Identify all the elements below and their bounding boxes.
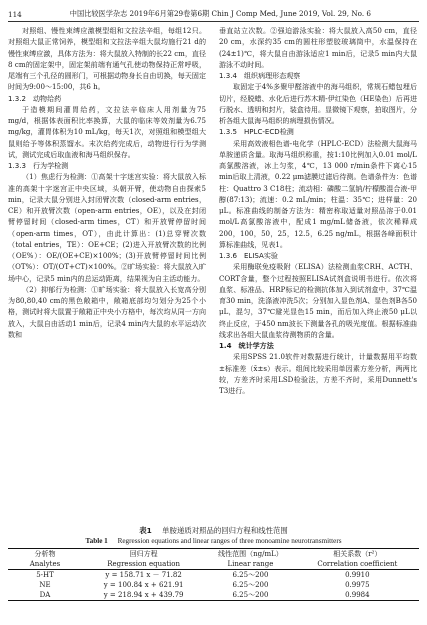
header-analyte-en: Analytes — [8, 559, 82, 570]
cell-coefficient: 0.9910 — [345, 571, 370, 579]
header-equation-en: Regression equation — [82, 559, 205, 570]
table-1 — [8, 526, 419, 601]
paragraph: 采用SPSS 21.0软件对数据进行统计，计量数据用平均数±标准差（x̄±s）表示。组间比较采用单因素方差分析，两两比较，方差齐时采用LSD检验法，方差不齐时，采用Dunnett's T3进行。 — [219, 352, 417, 395]
paragraph: 于造模期间灌胃给药，文拉法辛临床人用剂量为75 mg/d，根据体表面积比率换算，大鼠的临床等效剂量为6.75 mg/kg，灌胃体积为10 mL/kg，每天1次，对照组和模型组大鼠则给予等体积蒸馏水。末次给药完成后，动物进行行为学测试，测试完成后取血液和海马组织保存。 — [8, 104, 206, 159]
cell-coefficient: 0.9984 — [296, 590, 419, 601]
section-heading: 1.3.4 组织病理形态观察 — [219, 71, 301, 80]
header-analyte-cn: 分析物 — [8, 549, 82, 560]
paragraph: （1）焦虑行为检测：①高架十字迷宫实验：将大鼠放入标准的高架十字迷宫正中央区域，头朝开臂，使动物自由探索5 min，记录大鼠分别进入封闭臂次数（closed-arm entries，CE）和开放臂次数（open-arm entries，OE），以及在封闭臂停留时间（closed-arm times，CT）和开放臂停留时间（open-arm times，OT），由此计算出：(1)总穿臂次数（total entries，TE）：OE+CE；(2)进入开放臂次数的比例（OE%）：OE/(OE+CE)×100%；(3)开放臂停留时间比例（OT%）：OT/(OT+CT)×100%。②旷场实验：将大鼠放入旷场中心，记录5 min内的总运动距离，结果视为自主活动能力。 — [8, 172, 206, 283]
header-coefficient-cn: 相关系数（r²） — [296, 549, 419, 560]
cell-analyte: NE — [39, 581, 51, 589]
table-caption-cn — [8, 526, 419, 536]
table-row — [8, 590, 419, 601]
cell-range: 6.25～200 — [232, 571, 269, 579]
header-coefficient-en: Correlation coefficient — [296, 559, 419, 570]
header-range-en: Linear range — [205, 559, 295, 570]
section-heading: 1.3.2 动物给药 — [8, 93, 62, 103]
section-heading: 1.3.3 行为学检测 — [8, 161, 69, 170]
table-number-cn: 表1 — [139, 526, 152, 535]
table-caption-en — [8, 536, 419, 546]
table-header-row-en — [8, 559, 419, 570]
journal-title: 中国比较医学杂志 2019年6月第29卷第6期 Chin J Comp Med, June 2019, Vol. 29, No. 6 — [69, 9, 371, 18]
paragraph: 垂直站立次数。②强迫游泳实验：将大鼠放入高50 cm，直径20 cm，水深约35 cm的圆柱形塑胶玻璃筒中，水温保持在(24±1)℃，将大鼠自由游泳适应1 min后，记录5 min内大鼠游泳不动时间。 — [219, 26, 417, 69]
cell-equation: y = 218.94 x + 439.79 — [82, 590, 205, 601]
table-number-en: Table 1 — [85, 537, 108, 545]
section-heading: 1.3.6 ELISA实验 — [219, 251, 278, 260]
header-range-cn: 线性范围（ng/mL） — [205, 549, 295, 560]
paragraph: 采用酶联免疫吸附（ELISA）法检测血浆CRH、ACTH、CORT含量，整个过程按照ELISA试剂盒说明书进行。依次将血浆、标准品、HRP标记的检测抗体加入到试剂盒中，37℃温育30 min，洗涤液冲洗5次；分别加入显色剂A、显色剂B各50 μL，混匀，37℃避光显色15 min，而后加入终止液50 μL以终止反应，于450 nm波长下测量各孔的吸光度值。根据标准曲线求出各组大鼠血浆待测物质的含量。 — [219, 262, 417, 339]
paragraph: 采用高效液相色谱-电化学（HPLC-ECD）法检测大鼠海马单胺递质含量。取海马组织称重，按1:10比例加入0.01 mol/L高氯酸溶液，冰上匀浆，4℃，13 000 r/min条件下离心15 min后取上清液，0.22 μm滤膜过滤后待测。色谱条件为：色谱柱：Quattro 3 C18柱；流动相：磷酸二氢钠/柠檬酸混合液-甲醇(87:13)；流速：0.2 mL/min；柱温：35℃；进样量：20 μL。标准曲线的制备方法为：精密称取适量对照品溶于0.01 mol/L高氯酸溶液中，配成1 mg/mL储备液，依次稀释成200，100，50，25，12.5，6.25 ng/mL，根据各峰面积计算标准曲线，见表1。 — [219, 138, 417, 249]
regression-table — [8, 548, 419, 601]
cell-analyte: DA — [8, 590, 82, 601]
cell-equation: y = 158.71 x － 71.82 — [105, 571, 182, 579]
paragraph: （2）抑郁行为检测：①旷场实验：将大鼠放入长宽高分别为80,80,40 cm的黑色敞箱中，敞箱底部均匀划分为25个小格，测试时将大鼠置于敞箱正中央小方格中，每次均从同一方向放入，大鼠自由活动1 min后，记录4 min内大鼠的水平运动次数和 — [8, 284, 206, 339]
left-column — [8, 25, 206, 340]
cell-analyte: 5-HT — [36, 571, 54, 579]
cell-range: 6.25～200 — [205, 590, 295, 601]
header-rule — [8, 21, 419, 22]
header-equation-cn: 回归方程 — [82, 549, 205, 560]
table-header-row-cn — [8, 549, 419, 560]
cell-equation: y = 100.84 x + 621.91 — [103, 581, 184, 589]
right-column — [219, 25, 417, 396]
cell-coefficient: 0.9975 — [345, 581, 370, 589]
paragraph: 取固定于4%多聚甲醛溶液中的海马组织，常规石蜡包埋后切片，经脱蜡、水化后进行苏木精-伊红染色（HE染色）后再进行脱水、透明和封片，装盒待用。显微镜下观察，拍取图片，分析各组大鼠海马组织的病理损伤情况。 — [219, 82, 417, 125]
table-title-cn: 单胺递质对照品的回归方程和线性范围 — [162, 526, 288, 535]
section-heading: 1.4 统计学方法 — [219, 341, 274, 350]
table-row — [8, 570, 419, 581]
paragraph: 对照组、慢性束缚应激模型组和文拉法辛组，每组12只。对照组大鼠正常饲养，模型组和文拉法辛组大鼠均施行21 d的慢性束缚应激，具体方法为：将大鼠放入特制的长22 cm，直径8 cm的固定架中，固定架前端有通气孔使动物保持正常呼吸，尾端有三个孔径的圆形门，可根据动物身长自由切换，每天固定时间为9:00～15:00，共6 h。 — [8, 26, 207, 92]
section-heading: 1.3.5 HPLC-ECD检测 — [219, 127, 294, 137]
table-title-en: Regression equations and linear ranges of three monoamine neurotransmitters — [117, 537, 342, 545]
cell-range: 6.25～200 — [232, 581, 269, 589]
page-number: 114 — [8, 10, 22, 19]
table-row — [8, 580, 419, 590]
page-header — [8, 5, 419, 19]
